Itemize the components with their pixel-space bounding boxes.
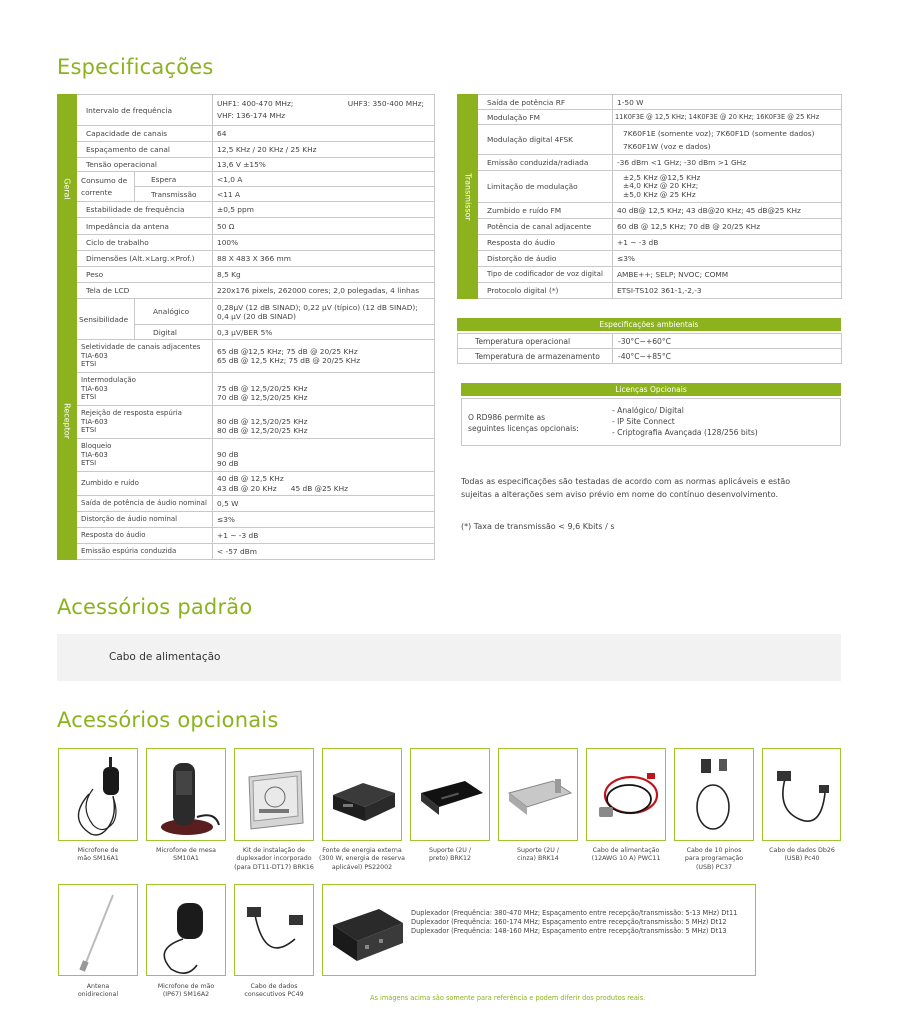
duplexer-kit-card [234, 748, 314, 841]
spec-label: Tela de LCD [77, 283, 213, 299]
spec-value: 0,5 W [213, 496, 435, 512]
duplexer-text: Duplexador (Frequência: 380-470 MHz; Espaçamento entre recepção/transmissão: 5-13 MHz) Dt11 Duplexador (Frequência: 160-174 MHz; Espaçamento entre recepção/transmissão: 5 MHz) Dt12 Duplexador (Frequência: 148-160 MHz; Espaçamento entre recepção/transmissão: 5 MHz) Dt13 [411, 909, 738, 935]
desk-mic-card [146, 748, 226, 841]
spec-value: <1,0 A [213, 172, 435, 187]
general-receiver-table [57, 94, 435, 560]
spec-value: 12,5 KHz / 20 KHz / 25 KHz [213, 142, 435, 158]
spec-value: 1-50 W [613, 95, 842, 110]
spec-value: ±0,5 ppm [213, 202, 435, 218]
power-cable-icon [587, 749, 666, 841]
spec-label: Consumo de corrente [77, 172, 135, 202]
spec-label: Saída de potência de áudio nominal [77, 496, 213, 512]
licenses-header: Licenças Opcionais [461, 383, 841, 396]
transmitter-side-label: Transmissor [458, 95, 478, 299]
antenna-card [58, 884, 138, 976]
spec-label: Impedância da antena [77, 218, 213, 235]
spec-value: 0,3 μV/BER 5% [213, 325, 435, 340]
spec-label: Resposta do áudio [77, 528, 213, 544]
ip67-mic-icon [147, 885, 226, 976]
spec-label: Resposta do áudio [478, 235, 613, 251]
spec-label: Potência de canal adjacente [478, 219, 613, 235]
programming-cable-icon [675, 749, 754, 841]
spec-value: ≤3% [213, 512, 435, 528]
spec-value: 60 dB @ 12,5 KHz; 70 dB @ 20/25 KHz [613, 219, 842, 235]
standard-accessory-bar [57, 634, 841, 681]
bracket-black-icon [411, 749, 490, 841]
spec-label: Modulação FM [478, 110, 613, 125]
env-label: Temperatura de armazenamento [458, 349, 613, 364]
env-label: Temperatura operacional [458, 334, 613, 349]
spec-value: 80 dB @ 12,5/20/25 KHz 80 dB @ 12,5/20/25 KHz [213, 406, 435, 439]
caption-power-supply: Fonte de energia externa (300 W, energia de reserva aplicável) PS22002 [318, 847, 406, 871]
transmitter-table [457, 94, 842, 299]
caption-power-cable: Cabo de alimentação (12AWG 10 A) PWC11 [591, 847, 661, 863]
spec-value: 0,28μV (12 dB SINAD); 0,22 μV (típico) (12 dB SINAD); 0,4 μV (20 dB SINAD) [213, 299, 435, 325]
spec-label: Emissão espúria conduzida [77, 544, 213, 560]
power-cable-card [586, 748, 666, 841]
spec-value: 40 dB @ 12,5 KHz 43 dB @ 20 KHz 45 dB @25 KHz [213, 472, 435, 496]
consecutive-cable-card [234, 884, 314, 976]
caption-programming-cable: Cabo de 10 pinos para programação (USB) PC37 [684, 847, 744, 871]
spec-label: Estabilidade de frequência [77, 202, 213, 218]
spec-label: Protocolo digital (*) [478, 283, 613, 299]
spec-value: 8,5 Kg [213, 267, 435, 283]
consecutive-cable-icon [235, 885, 314, 976]
spec-value: +1 ~ -3 dB [213, 528, 435, 544]
spec-value: 88 X 483 X 366 mm [213, 251, 435, 267]
spec-value: 40 dB@ 12,5 KHz; 43 dB@20 KHz; 45 dB@25 KHz [613, 203, 842, 219]
spec-label: Tipo de codificador de voz digital [478, 267, 613, 283]
env-value: -40°C~+85°C [613, 349, 842, 364]
spec-value: ≤3% [613, 251, 842, 267]
spec-label: Distorção de áudio [478, 251, 613, 267]
standard-accessories-heading: Acessórios padrão [57, 595, 253, 619]
spec-value: <11 A [213, 187, 435, 202]
spec-label: Emissão conduzida/radiada [478, 155, 613, 171]
env-value: -30°C~+60°C [613, 334, 842, 349]
duplexer-kit-icon [235, 749, 314, 841]
power-supply-card [322, 748, 402, 841]
bracket-grey-icon [499, 749, 578, 841]
spec-label: Limitação de modulação [478, 171, 613, 203]
spec-value: 64 [213, 126, 435, 142]
spec-value: ETSI-TS102 361-1,-2,-3 [613, 283, 842, 299]
spec-value: AMBE++; SELP; NVOC; COMM [613, 267, 842, 283]
environment-table [457, 333, 842, 364]
optional-accessories-heading: Acessórios opcionais [57, 708, 279, 732]
caption-data-cable-db26: Cabo de dados Db26 (USB) Pc40 [769, 847, 835, 863]
hand-mic-card [58, 748, 138, 841]
spec-label: Zumbido e ruído FM [478, 203, 613, 219]
spec-sublabel: Digital [135, 325, 213, 340]
spec-label: Intervalo de frequência [77, 95, 213, 126]
caption-hand-mic: Microfone de mão SM16A1 [77, 847, 119, 863]
ip67-mic-card [146, 884, 226, 976]
caption-consecutive-cable: Cabo de dados consecutivos PC49 [244, 983, 304, 999]
spec-value: UHF1: 400-470 MHz; UHF3: 350-400 MHz; VHF: 136-174 MHz [213, 95, 435, 126]
spec-value: 75 dB @ 12,5/20/25 KHz 70 dB @ 12,5/20/25 KHz [213, 373, 435, 406]
spec-value: -36 dBm <1 GHz; -30 dBm >1 GHz [613, 155, 842, 171]
spec-value: 13,6 V ±15% [213, 158, 435, 172]
spec-label: Espaçamento de canal [77, 142, 213, 158]
spec-label: Seletividade de canais adjacentes TIA-603 ETSI [77, 340, 213, 373]
spec-label: Sensibilidade [77, 299, 135, 340]
programming-cable-card [674, 748, 754, 841]
spec-label: Intermodulação TIA-603 ETSI [77, 373, 213, 406]
spec-label: Rejeição de resposta espúria TIA-603 ETSI [77, 406, 213, 439]
bracket-black-card [410, 748, 490, 841]
caption-ip67-mic: Microfone de mão (IP67) SM16A2 [157, 983, 215, 999]
duplexer-card [322, 884, 756, 976]
receiver-side-label: Receptor [58, 283, 77, 560]
spec-value: +1 ~ -3 dB [613, 235, 842, 251]
caption-antenna: Antena onidirecional [77, 983, 119, 999]
spec-value: 100% [213, 235, 435, 251]
environment-header: Especificações ambientais [457, 318, 841, 331]
licenses-items: - Analógico/ Digital - IP Site Connect - Criptografia Avançada (128/256 bits) [612, 406, 758, 437]
caption-bracket-grey: Suporte (2U / cinza) BRK14 [517, 847, 559, 863]
spec-label: Bloqueio TIA-603 ETSI [77, 439, 213, 472]
spec-value: 220x176 pixels, 262000 cores; 2,0 polegadas, 4 linhas [213, 283, 435, 299]
spec-value: 11K0F3E @ 12,5 KHz; 14K0F3E @ 20 KHz; 16K0F3E @ 25 KHz [613, 110, 842, 125]
general-side-label: Geral [58, 95, 77, 283]
spec-value: < -57 dBm [213, 544, 435, 560]
power-supply-icon [323, 749, 402, 841]
licenses-box [461, 398, 841, 446]
spec-sublabel: Espera [135, 172, 213, 187]
duplexer-icon [323, 885, 409, 976]
spec-label: Peso [77, 267, 213, 283]
desk-mic-icon [147, 749, 226, 841]
spec-sublabel: Analógico [135, 299, 213, 325]
footnote: (*) Taxa de transmissão < 9,6 Kbits / s [461, 522, 615, 531]
caption-duplexer-kit: Kit de instalação de duplexador incorporado (para DT11-DT17) BRK16 [234, 847, 314, 871]
spec-label: Zumbido e ruído [77, 472, 213, 496]
specs-heading: Especificações [57, 55, 214, 79]
spec-label: Modulação digital 4FSK [478, 125, 613, 155]
spec-value: 50 Ω [213, 218, 435, 235]
spec-label: Tensão operacional [77, 158, 213, 172]
hand-mic-icon [59, 749, 138, 841]
antenna-icon [59, 885, 138, 976]
spec-label: Dimensões (Alt.×Larg.×Prof.) [77, 251, 213, 267]
image-disclaimer: As imagens acima são somente para referência e podem diferir dos produtos reais. [370, 994, 646, 1002]
licenses-label: O RD986 permite as seguintes licenças opcionais: [468, 413, 579, 433]
caption-bracket-black: Suporte (2U / preto) BRK12 [429, 847, 471, 863]
data-cable-db26-card [762, 748, 841, 841]
data-cable-db26-icon [763, 749, 841, 841]
spec-value: 7K60F1E (somente voz); 7K60F1D (somente dados) 7K60F1W (voz e dados) [613, 125, 842, 155]
caption-desk-mic: Microfone de mesa SM10A1 [156, 847, 216, 863]
spec-label: Capacidade de canais [77, 126, 213, 142]
standard-accessory-item: Cabo de alimentação [109, 651, 221, 663]
spec-label: Distorção de áudio nominal [77, 512, 213, 528]
spec-value: 65 dB @12,5 KHz; 75 dB @ 20/25 KHz 65 dB @ 12,5 KHz; 75 dB @ 20/25 KHz [213, 340, 435, 373]
disclaimer-note: Todas as especificações são testadas de acordo com as normas aplicáveis e estão sujeitas a alterações sem aviso prévio em nome do contínuo desenvolvimento. [461, 477, 791, 499]
spec-sublabel: Transmissão [135, 187, 213, 202]
bracket-grey-card [498, 748, 578, 841]
spec-value: 90 dB 90 dB [213, 439, 435, 472]
spec-label: Ciclo de trabalho [77, 235, 213, 251]
spec-label: Saída de potência RF [478, 95, 613, 110]
spec-value: ±2,5 KHz @12,5 KHz ±4,0 KHz @ 20 KHz; ±5,0 KHz @ 25 KHz [613, 171, 842, 203]
